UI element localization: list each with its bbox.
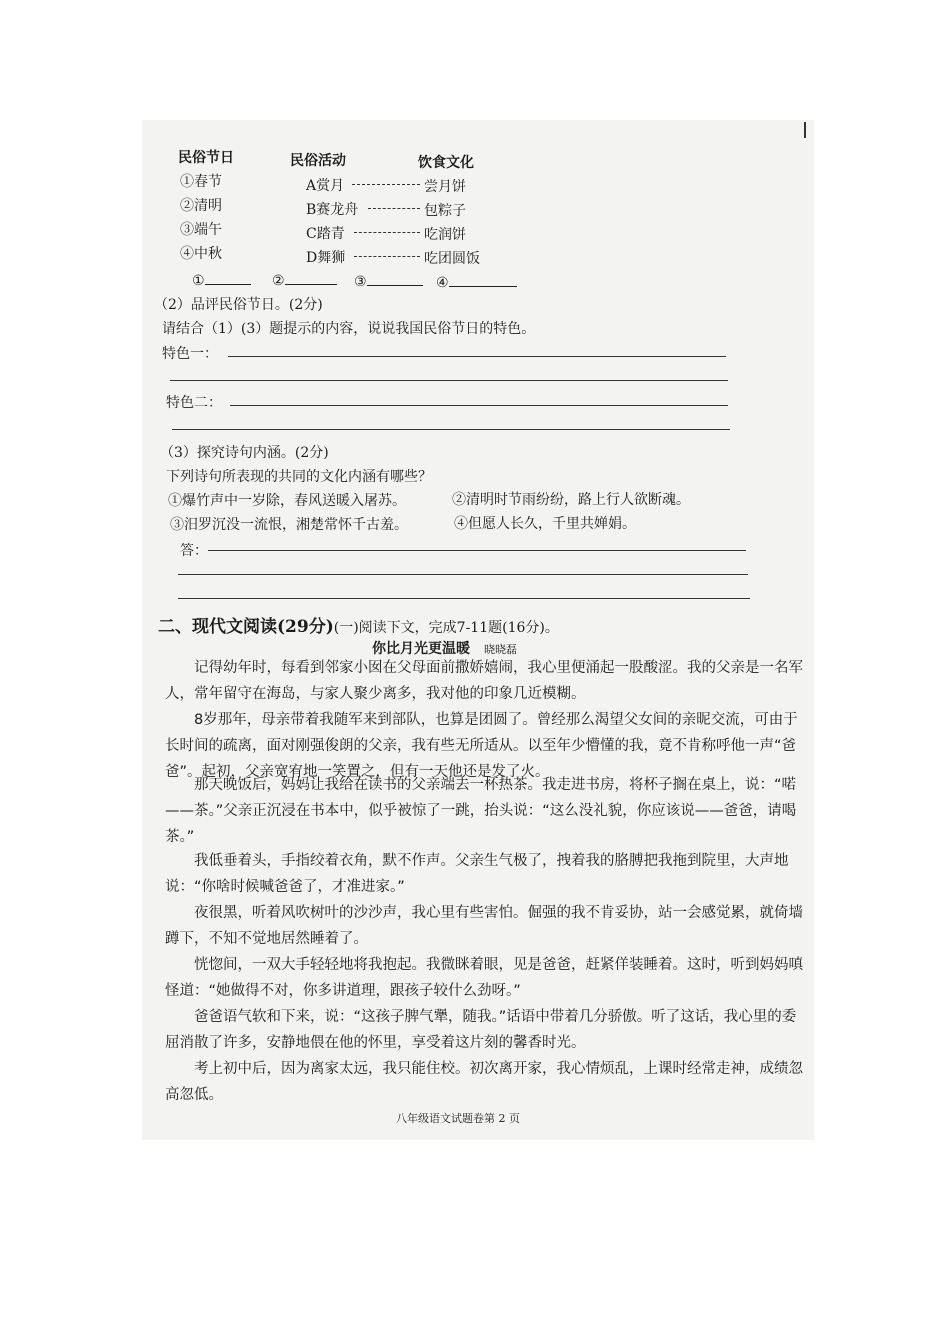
connector-line	[352, 184, 420, 185]
activity-b: B赛龙舟	[306, 202, 359, 218]
activity-a: A赏月	[306, 178, 345, 194]
q2-label-2: 特色二：	[166, 395, 222, 411]
paragraph-2: 8岁那年，母亲带着我随军来到部队，也算是团圆了。曾经那么渴望父女间的亲昵交流，可由于长时间的疏离，面对刚强俊朗的父亲，我有些无所适从。以至年少懵懂的我，竟不肯称呼他一声“爸爸”。起初，父亲宽宥地一笑置之，但有一天他还是发了火。	[165, 712, 798, 780]
section-2-heading	[158, 612, 559, 637]
connector-line	[368, 208, 420, 209]
food-3: 吃润饼	[424, 227, 466, 243]
answer-slot-4[interactable]: ④	[436, 272, 517, 291]
q3-prompt: 下列诗句所表现的共同的文化内涵有哪些？	[166, 469, 432, 485]
answer-line[interactable]	[178, 574, 748, 575]
article-author: 晓晓磊	[484, 643, 517, 656]
header-food: 饮食文化	[418, 155, 474, 171]
food-4: 吃团圆饭	[424, 251, 480, 267]
article-title: 你比月光更温暖	[372, 641, 470, 657]
festival-1: ①春节	[180, 174, 222, 190]
answer-slot-3[interactable]: ③	[354, 271, 423, 290]
paragraph-1: 记得幼年时，每看到邻家小囡在父母面前撒娇嬉闹，我心里便涌起一股酸涩。我的父亲是一名军人，常年留守在海岛，与家人聚少离多，我对他的印象几近模糊。	[165, 660, 803, 702]
answer-line[interactable]	[178, 598, 750, 599]
paragraph-5: 夜很黑，听着风吹树叶的沙沙声，我心里有些害怕。倔强的我不肯妥协，站一会感觉累，就倚墙蹲下，不知不觉地居然睡着了。	[165, 905, 803, 947]
q3-poem-2: ②清明时节雨纷纷，路上行人欲断魂。	[452, 492, 690, 508]
q3-poem-4: ④但愿人长久，千里共婵娟。	[454, 516, 636, 532]
paragraph-6: 恍惚间，一双大手轻轻地将我抱起。我微眯着眼，见是爸爸，赶紧佯装睡着。这时，听到妈妈嗔怪道：“她做得不对，你多讲道理，跟孩子较什么劲呀。”	[165, 957, 803, 999]
q2-label-1: 特色一：	[162, 346, 218, 362]
q3-answer-label: 答：	[180, 543, 208, 559]
answer-slot-1[interactable]: ①	[192, 270, 251, 289]
page-footer: 八年级语文试题卷第 2 页	[396, 1112, 520, 1125]
q3-poem-3: ③汨罗沉没一流恨，湘楚常怀千古羞。	[170, 517, 408, 533]
q3-poem-1: ①爆竹声中一岁除，春风送暖入屠苏。	[168, 493, 406, 509]
food-1: 尝月饼	[424, 179, 466, 195]
answer-line[interactable]	[230, 405, 728, 406]
answer-slot-2[interactable]: ②	[272, 270, 337, 289]
q2-prompt: 请结合（1）(3）题提示的内容，说说我国民俗节日的特色。	[162, 321, 536, 337]
paragraph-8: 考上初中后，因为离家太远，我只能住校。初次离开家，我心情烦乱，上课时经常走神，成绩忽高忽低。	[165, 1061, 803, 1103]
section-2-title: 二、现代文阅读(29分)	[158, 617, 334, 637]
section-2-subtitle: (一)阅读下文，完成7-11题(16分)。	[333, 620, 559, 636]
answer-line[interactable]	[170, 380, 728, 381]
festival-2: ②清明	[180, 198, 222, 214]
paragraph-7: 爸爸语气软和下来，说：“这孩子脾气犟，随我。”话语中带着几分骄傲。听了这话，我心里的委屈消散了许多，安静地偎在他的怀里，享受着这片刻的馨香时光。	[165, 1009, 797, 1051]
festival-4: ④中秋	[180, 246, 222, 262]
paragraph-3: 那天晚饭后，妈妈让我给在读书的父亲端去一杯热茶。我走进书房，将杯子搁在桌上，说：“喏——茶。”父亲正沉浸在书本中，似乎被惊了一跳，抬头说：“这么没礼貌，你应该说——爸爸，请喝茶。”	[165, 777, 797, 845]
paragraph-4: 我低垂着头，手指绞着衣角，默不作声。父亲生气极了，拽着我的胳膊把我拖到院里，大声地说：“你啥时候喊爸爸了，才准进家。”	[165, 853, 789, 895]
connector-line	[354, 256, 420, 257]
festival-3: ③端午	[180, 222, 222, 238]
q2-title: （2）品评民俗节日。(2分)	[154, 297, 323, 313]
q3-title: （3）探究诗句内涵。(2分)	[160, 445, 329, 461]
activity-c: C踏青	[306, 226, 345, 242]
header-festival: 民俗节日	[178, 150, 234, 166]
answer-line[interactable]	[228, 356, 726, 357]
food-2: 包粽子	[424, 203, 466, 219]
answer-line[interactable]	[172, 429, 730, 430]
answer-line[interactable]	[208, 550, 746, 551]
page-edge-mark	[804, 122, 806, 138]
activity-d: D舞狮	[306, 250, 346, 266]
connector-line	[354, 232, 420, 233]
header-activity: 民俗活动	[290, 153, 346, 169]
